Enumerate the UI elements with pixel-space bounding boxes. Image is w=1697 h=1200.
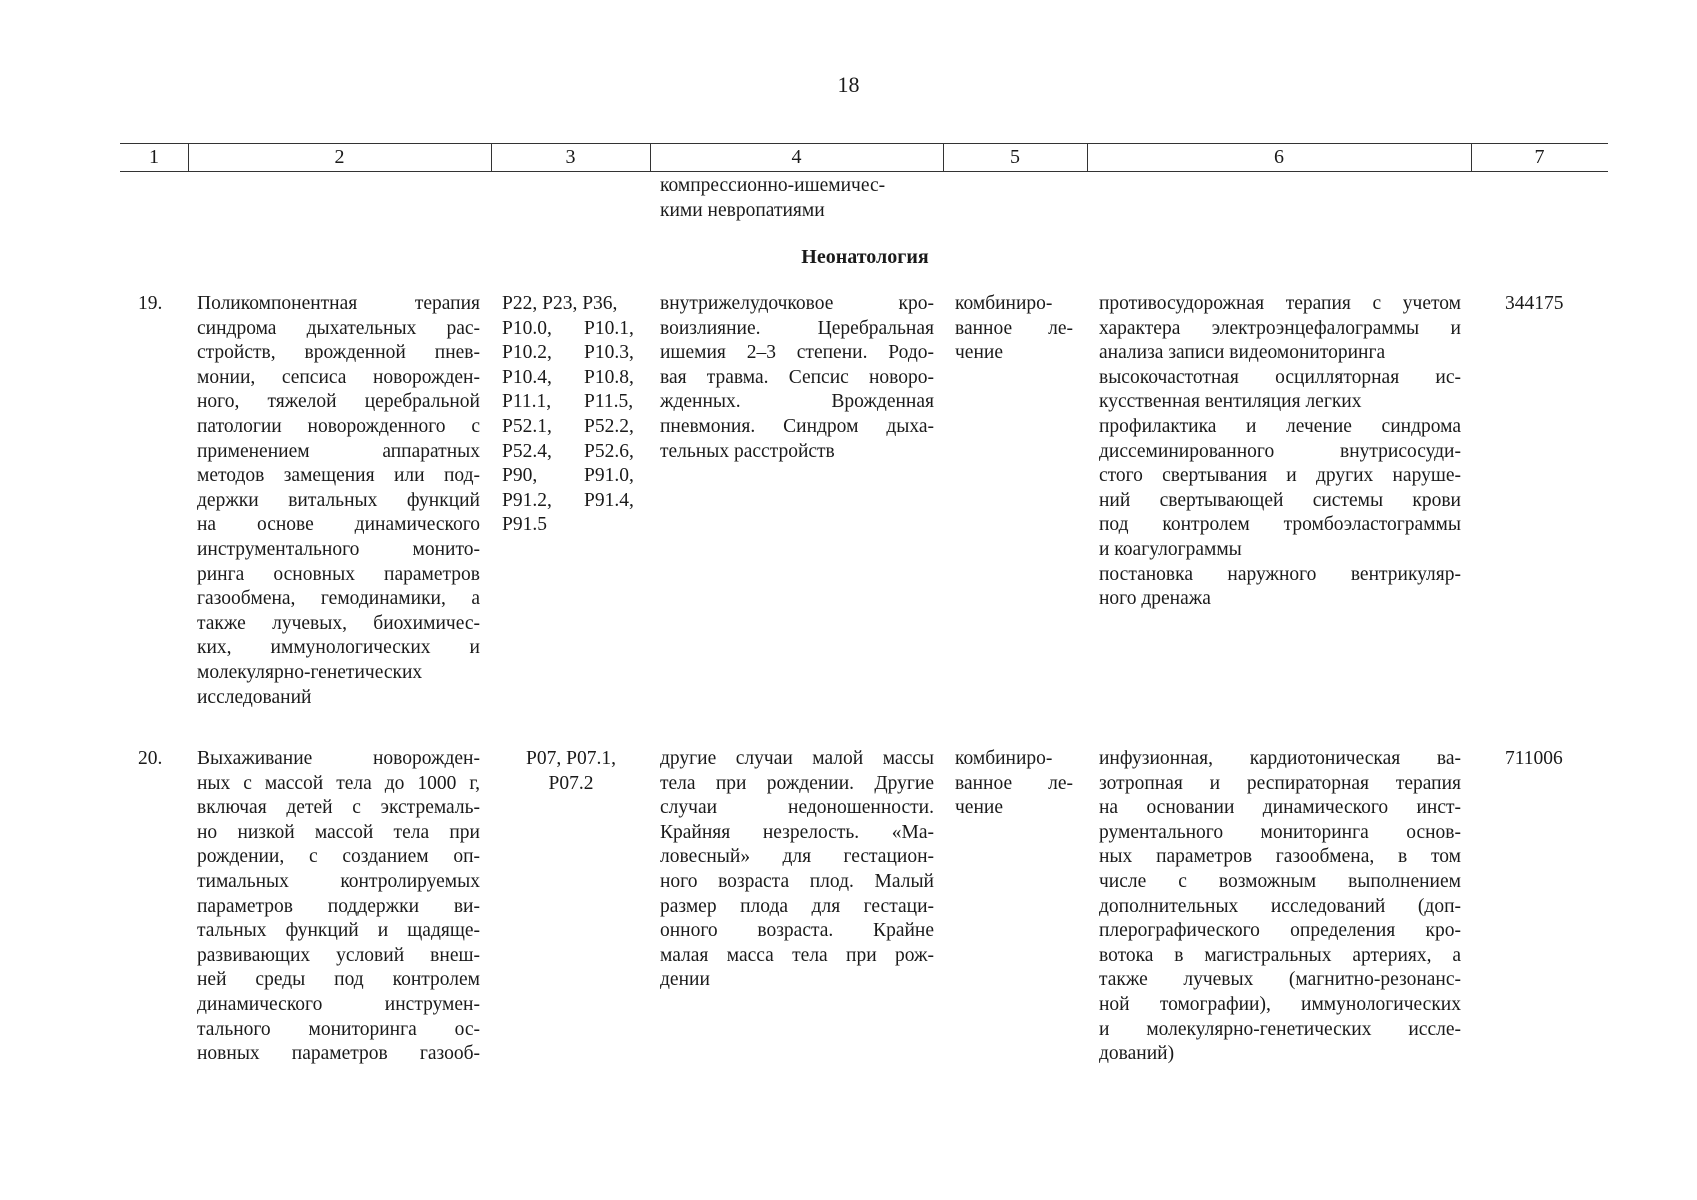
text-line: ишемия 2–3 степени. Родо-: [660, 342, 934, 364]
row-19-treatment-type: [955, 292, 1073, 366]
text-line: характера электроэнцефалограммы и: [1099, 317, 1461, 339]
code: P10.3,: [584, 342, 634, 364]
row-19-diagnosis: [660, 292, 934, 464]
text-line: тального мониторинга ос-: [197, 1018, 480, 1040]
code: P91.5: [502, 514, 547, 536]
code: P10.4,: [502, 366, 552, 388]
row-20-treatment-type: [955, 747, 1073, 821]
text-line: дополнительных исследований (доп-: [1099, 895, 1461, 917]
header-col-4: 4: [791, 146, 802, 168]
text-line: и коагулограммы: [1099, 538, 1242, 560]
row-19-method: [1099, 292, 1461, 612]
text-line: ных параметров газообмена, в том: [1099, 846, 1461, 868]
text-line: комбиниро-: [955, 293, 1053, 314]
text-line: плерографического определения кро-: [1099, 920, 1461, 942]
code: P11.5,: [584, 391, 634, 413]
text-line: другие случаи малой массы: [660, 748, 934, 769]
text-line: инфузионная, кардиотоническая ва-: [1099, 748, 1461, 769]
continuation-text: [660, 174, 930, 223]
text-line: анализа записи видеомониторинга: [1099, 342, 1386, 364]
text-line: методов замещения или под-: [197, 465, 480, 487]
code: P90,: [502, 465, 538, 487]
text-line: вотока в магистральных артериях, а: [1099, 944, 1461, 966]
row-20-method: [1099, 747, 1461, 1067]
code: P10.2,: [502, 342, 552, 364]
text-line: постановка наружного вентрикуляр-: [1099, 563, 1461, 585]
continuation-line: компрессионно-ишемичес-: [660, 175, 886, 196]
text-line: исследований: [197, 686, 312, 708]
text-line: тимальных контролируемых: [197, 870, 480, 892]
code: P10.0,: [502, 317, 552, 339]
text-line: ной томографии), иммунологических: [1099, 993, 1461, 1015]
text-line: воизлияние. Церебральная: [660, 317, 934, 339]
text-line: чение: [955, 797, 1003, 819]
row-19-number: 19.: [138, 293, 163, 314]
text-line: также лучевых, биохимичес-: [197, 612, 480, 634]
table-header: [120, 143, 1608, 172]
text-line: рументального мониторинга основ-: [1099, 821, 1461, 843]
text-line: ний свертывающей системы крови: [1099, 489, 1461, 511]
text-line: ней среды под контролем: [197, 969, 480, 991]
text-line: ванное ле-: [955, 317, 1073, 339]
text-line: Поликомпонентная терапия: [197, 293, 480, 314]
text-line: случаи недоношенности.: [660, 797, 934, 819]
text-line: параметров поддержки ви-: [197, 895, 480, 917]
text-line: держки витальных функций: [197, 489, 480, 511]
text-line: диссеминированного внутрисосуди-: [1099, 440, 1461, 462]
page-number: 18: [837, 72, 860, 97]
text-line: включая детей с экстремаль-: [197, 797, 480, 819]
text-line: ного дренажа: [1099, 588, 1211, 610]
row-20-diagnosis: [660, 747, 934, 993]
text-line: инструментального монито-: [197, 538, 480, 560]
code: P22, P23, P36,: [502, 293, 618, 314]
text-line: внутрижелудочковое кро-: [660, 293, 934, 314]
text-line: противосудорожная терапия с учетом: [1099, 293, 1461, 314]
text-line: патологии новорожденного с: [197, 415, 480, 437]
header-col-6: 6: [1274, 146, 1284, 168]
code: P11.1,: [502, 391, 552, 413]
text-line: и молекулярно-генетических иссле-: [1099, 1018, 1461, 1040]
header-col-2: 2: [334, 146, 345, 168]
code: P52.4,: [502, 440, 552, 462]
code: P52.1,: [502, 415, 552, 437]
text-line: размер плода для гестаци-: [660, 895, 934, 917]
text-line: дении: [660, 969, 710, 991]
row-20-cost: 711006: [1505, 748, 1563, 769]
text-line: тальных функций и щадяще-: [197, 920, 480, 942]
header-col-3: 3: [565, 146, 576, 168]
text-line: комбиниро-: [955, 748, 1053, 769]
header-col-1: 1: [149, 146, 159, 168]
text-line: ких, иммунологических и: [197, 637, 480, 659]
code: P10.8,: [584, 366, 634, 388]
text-line: высокочастотная осцилляторная ис-: [1099, 366, 1461, 388]
text-line: рождении, с созданием оп-: [197, 846, 480, 868]
text-line: профилактика и лечение синдрома: [1099, 415, 1461, 437]
text-line: на основании динамического инст-: [1099, 797, 1461, 819]
text-line: тельных расстройств: [660, 440, 835, 462]
text-line: применением аппаратных: [197, 440, 480, 462]
text-line: также лучевых (магнитно-резонанс-: [1099, 969, 1461, 991]
text-line: дований): [1099, 1043, 1175, 1065]
text-line: динамического инструмен-: [197, 993, 480, 1015]
section-title: Неонатология: [801, 246, 929, 268]
row-19-name: [197, 292, 480, 710]
text-line: на основе динамического: [197, 514, 480, 536]
code: P52.2,: [584, 415, 634, 437]
text-line: числе с возможным выполнением: [1099, 870, 1461, 892]
code: P91.2,: [502, 489, 552, 511]
row-20-name: [197, 747, 480, 1067]
row-20-codes: [502, 747, 640, 796]
text-line: под контролем тромбоэластограммы: [1099, 514, 1461, 536]
code: P91.0,: [584, 465, 634, 487]
text-line: малая масса тела при рож-: [660, 944, 934, 966]
text-line: ного, тяжелой церебральной: [197, 391, 480, 413]
text-line: молекулярно-генетических: [197, 661, 423, 683]
code: P10.1,: [584, 317, 634, 339]
code: P52.6,: [584, 440, 634, 462]
continuation-line: кими невропатиями: [660, 199, 825, 221]
text-line: ринга основных параметров: [197, 563, 480, 585]
text-line: стого свертывания и других наруше-: [1099, 465, 1461, 487]
text-line: тела при рождении. Другие: [660, 772, 934, 794]
text-line: стройств, врожденной пнев-: [197, 342, 480, 364]
text-line: пневмония. Синдром дыха-: [660, 415, 934, 437]
text-line: зотропная и респираторная терапия: [1099, 772, 1461, 794]
row-20-number: 20.: [138, 748, 163, 769]
text-line: монии, сепсиса новорожден-: [197, 366, 480, 388]
text-line: ловесный» для гестацион-: [660, 846, 934, 868]
text-line: Крайняя незрелость. «Ма-: [660, 821, 934, 843]
code: P91.4,: [584, 489, 634, 511]
text-line: синдрома дыхательных рас-: [197, 317, 480, 339]
text-line: ных с массой тела до 1000 г,: [197, 772, 480, 794]
code: P07.2: [548, 772, 594, 794]
text-line: чение: [955, 342, 1003, 364]
text-line: ванное ле-: [955, 772, 1073, 794]
text-line: газообмена, гемодинамики, а: [197, 588, 480, 610]
text-line: но низкой массой тела при: [197, 821, 480, 843]
row-19-cost: 344175: [1505, 293, 1564, 314]
header-col-5: 5: [1010, 146, 1020, 168]
text-line: жденных. Врожденная: [660, 391, 934, 413]
text-line: ного возраста плод. Малый: [660, 870, 934, 892]
text-line: Выхаживание новорожден-: [197, 748, 480, 769]
text-line: развивающих условий внеш-: [197, 944, 480, 966]
text-line: вая травма. Сепсис новоро-: [660, 366, 934, 388]
header-col-7: 7: [1534, 146, 1545, 168]
text-line: новных параметров газооб-: [197, 1043, 480, 1065]
code: P07, P07.1,: [526, 748, 616, 769]
text-line: онного возраста. Крайне: [660, 920, 934, 942]
text-line: кусственная вентиляция легких: [1099, 391, 1362, 413]
